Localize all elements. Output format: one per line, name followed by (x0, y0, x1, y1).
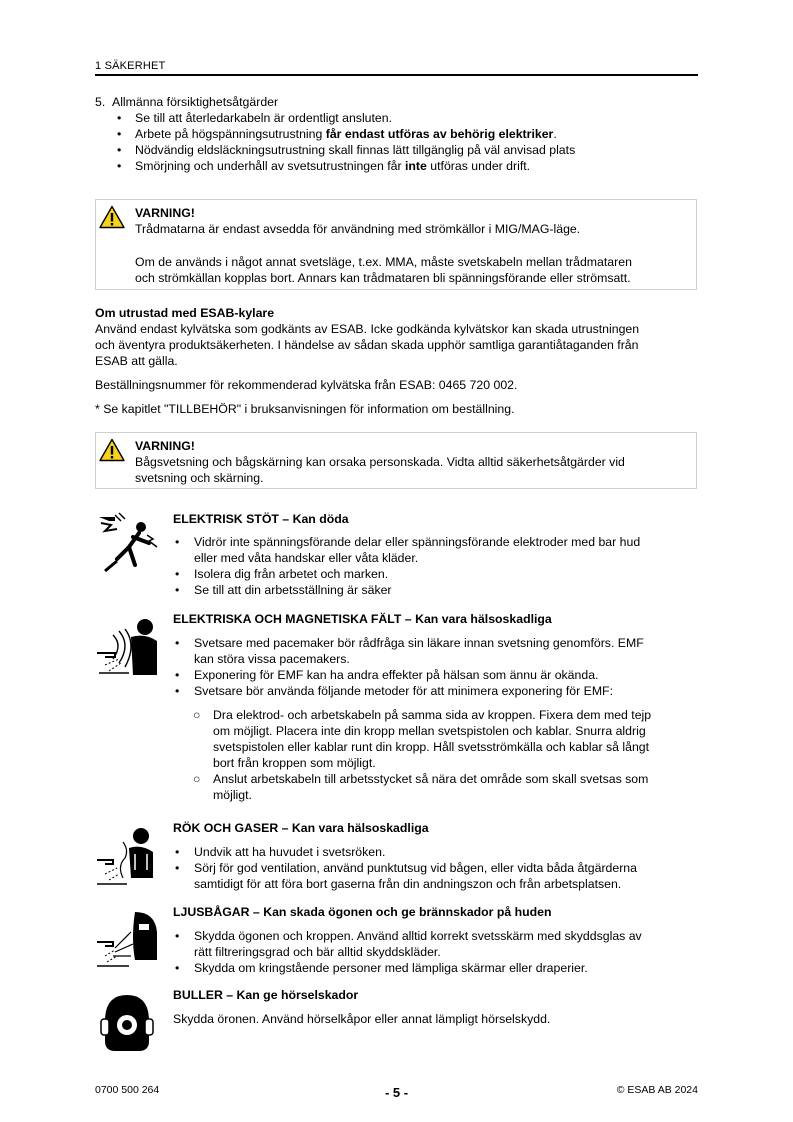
warning-title: VARNING! (135, 206, 195, 220)
hazard-item-line: kan störa vissa pacemakers. (194, 652, 350, 666)
precaution-item (112, 158, 702, 174)
hazard-fumes-gases (95, 820, 700, 895)
warning-text: Om de används i något annat svetsläge, t.ex. MMA, måste svetskabeln mellan trådmataren (135, 255, 632, 269)
bullet-icon: • (175, 861, 180, 875)
bullet-icon: • (117, 143, 122, 157)
circle-bullet-icon: ○ (193, 772, 201, 786)
hazard-item-line: Sörj för god ventilation, använd punktutsug vid bågen, eller vidta båda åtgärderna (194, 861, 637, 875)
hazard-subitem (173, 707, 700, 771)
bullet-icon: • (175, 583, 180, 597)
electromagnetic-field-icon (95, 615, 159, 677)
warning-text: Bågsvetsning och bågskärning kan orsaka personskada. Vidta alltid säkerhetsåtgärder vid (135, 455, 625, 469)
precaution-text: Arbete på högspänningsutrustning (135, 127, 326, 141)
electric-shock-icon (95, 509, 159, 575)
hazard-item-line: Svetsare med pacemaker bör rådfråga sin läkare innan svetsning genomförs. EMF (194, 636, 644, 650)
precaution-text: utföras under drift. (426, 159, 531, 173)
hazard-item (173, 860, 700, 892)
hazard-subitem-line: Dra elektrod- och arbetskabeln på samma sida av kroppen. Fixera dem med tejp (213, 708, 652, 722)
bullet-icon: • (175, 961, 180, 975)
header-divider (95, 74, 698, 76)
hazard-item (173, 667, 700, 683)
precautions-list (112, 110, 702, 174)
bullet-icon: • (117, 127, 122, 141)
hazard-item (173, 635, 700, 667)
precaution-text: Nödvändig eldsläckningsutrustning skall finnas lätt tillgänglig på väl anvisad plats (135, 143, 576, 157)
cooler-line: ESAB att gälla. (95, 354, 178, 368)
hazard-noise (95, 987, 700, 1053)
hazard-item-line: Skydda ögonen och kroppen. Använd alltid korrekt svetsskärm med skyddsglas av (194, 929, 642, 943)
emphasis-text: inte (405, 159, 427, 173)
emphasis-text: får endast utföras av behörig elektriker (325, 127, 554, 141)
warning-box-arc-welding (95, 432, 697, 489)
document-number: 0700 500 264 (95, 1084, 160, 1096)
hazard-subitem-line: svetspistolen eller kablar runt din kropp. Håll svetsströmkälla och kablar så långt (213, 740, 650, 754)
hazard-list (173, 844, 700, 892)
hazard-item-line: Vidrör inte spänningsförande delar eller spänningsförande elektroder med bar hud (194, 535, 641, 549)
hazard-list (173, 635, 700, 803)
hazard-item-line: Svetsare bör använda följande metoder för att minimera exponering för EMF: (194, 684, 613, 698)
circle-bullet-icon: ○ (193, 708, 201, 722)
hazard-title: BULLER – Kan ge hörselskador (173, 988, 359, 1002)
hazard-text: Skydda öronen. Använd hörselkåpor eller annat lämpligt hörselskydd. (173, 1012, 551, 1026)
warning-title: VARNING! (135, 439, 195, 453)
hazard-title: ELEKTRISK STÖT – Kan döda (173, 512, 349, 526)
hazard-item-line: Exponering för EMF kan ha andra effekter på hälsan som ännu är okända. (194, 668, 599, 682)
hazard-electric-shock (95, 509, 700, 604)
bullet-icon: • (175, 684, 180, 698)
warning-box-wire-feeder (95, 199, 697, 290)
hazard-item (173, 534, 700, 566)
bullet-icon: • (175, 668, 180, 682)
precaution-text: Smörjning och underhåll av svetsutrustningen får (135, 159, 405, 173)
section-number: 5. (95, 95, 106, 109)
hazard-subitem-line: om möjligt. Placera inte din kropp mellan svetspistolen och kablar. Snurra aldrig (213, 724, 646, 738)
warning-triangle-icon (99, 205, 125, 229)
hazard-item (173, 582, 700, 598)
cooler-line: och äventyra produktsäkerheten. I händelse av sådan skada upphör samtliga garantiåtaganden från (95, 338, 639, 352)
hazard-title: ELEKTRISKA OCH MAGNETISKA FÄLT – Kan vara hälsoskadliga (173, 612, 552, 626)
precaution-text: . (553, 127, 557, 141)
hazard-item-line: Undvik att ha huvudet i svetsröken. (194, 845, 386, 859)
warning-triangle-icon (99, 438, 125, 462)
hazard-subitem-line: möjligt. (213, 788, 252, 802)
hazard-subitem (173, 771, 700, 803)
hazard-item-line: Isolera dig från arbetet och marken. (194, 567, 389, 581)
section-title-text: Allmänna försiktighetsåtgärder (112, 95, 279, 109)
hazard-list (173, 928, 700, 976)
hazard-title: LJUSBÅGAR – Kan skada ögonen och ge brännskador på huden (173, 905, 552, 919)
hazard-item-line: Se till att din arbetsställning är säker (194, 583, 392, 597)
hazard-item-line: rätt filtreringsgrad och bär alltid skyddskläder. (194, 945, 441, 959)
hearing-protection-icon (95, 991, 159, 1053)
bullet-icon: • (175, 535, 180, 549)
bullet-icon: • (175, 636, 180, 650)
hazard-title: RÖK OCH GASER – Kan vara hälsoskadliga (173, 821, 429, 835)
hazard-list (173, 534, 700, 598)
precaution-item (112, 126, 702, 142)
bullet-icon: • (117, 159, 122, 173)
emf-main-items (173, 635, 700, 699)
section-5-title (95, 94, 278, 110)
warning-text: Trådmatarna är endast avsedda för användning med strömkällor i MIG/MAG-läge. (135, 222, 581, 236)
fumes-gases-icon (95, 824, 159, 888)
hazard-item (173, 683, 700, 699)
hazard-item (173, 960, 700, 976)
cooler-paragraph (95, 321, 697, 369)
bullet-icon: • (175, 929, 180, 943)
bullet-icon: • (117, 111, 122, 125)
hazard-item-line: samtidigt för att föra bort gaserna från din andningszon och från arbetsplatsen. (194, 877, 622, 891)
hazard-item (173, 844, 700, 860)
accessories-note: * Se kapitlet "TILLBEHÖR" i bruksanvisningen för information om beställning. (95, 402, 515, 416)
cooler-heading: Om utrustad med ESAB-kylare (95, 306, 275, 320)
hazard-item-line: eller med våta handskar eller våta kläder. (194, 551, 419, 565)
hazard-item-line: Skydda om kringstående personer med lämpliga skärmar eller draperier. (194, 961, 588, 975)
copyright: © ESAB AB 2024 (616, 1084, 698, 1096)
precaution-item (112, 110, 702, 126)
bullet-icon: • (175, 567, 180, 581)
warning-text: svetsning och skärning. (135, 471, 264, 485)
emf-sub-items (173, 707, 700, 803)
hazard-item (173, 928, 700, 960)
precaution-text: Se till att återledarkabeln är ordentligt ansluten. (135, 111, 393, 125)
bullet-icon: • (175, 845, 180, 859)
coolant-order-number: Beställningsnummer för rekommenderad kylvätska från ESAB: 0465 720 002. (95, 378, 518, 392)
chapter-header: 1 SÄKERHET (95, 60, 166, 72)
hazard-item (173, 566, 700, 582)
cooler-line: Använd endast kylvätska som godkänts av ESAB. Icke godkända kylvätskor kan skada utrustningen (95, 322, 640, 336)
hazard-subitem-line: Anslut arbetskabeln till arbetsstycket så nära det område som skall svetsas som (213, 772, 649, 786)
hazard-subitem-line: bort från kroppen som möjligt. (213, 756, 376, 770)
hazard-arc-rays (95, 904, 700, 984)
hazard-electromagnetic-fields (95, 611, 700, 811)
page-number: - 5 - (384, 1085, 409, 1100)
arc-rays-icon (95, 908, 159, 970)
precaution-item (112, 142, 702, 158)
warning-text: och strömkällan kopplas bort. Annars kan trådmataren bli spänningsförande eller strömsatt. (135, 271, 631, 285)
